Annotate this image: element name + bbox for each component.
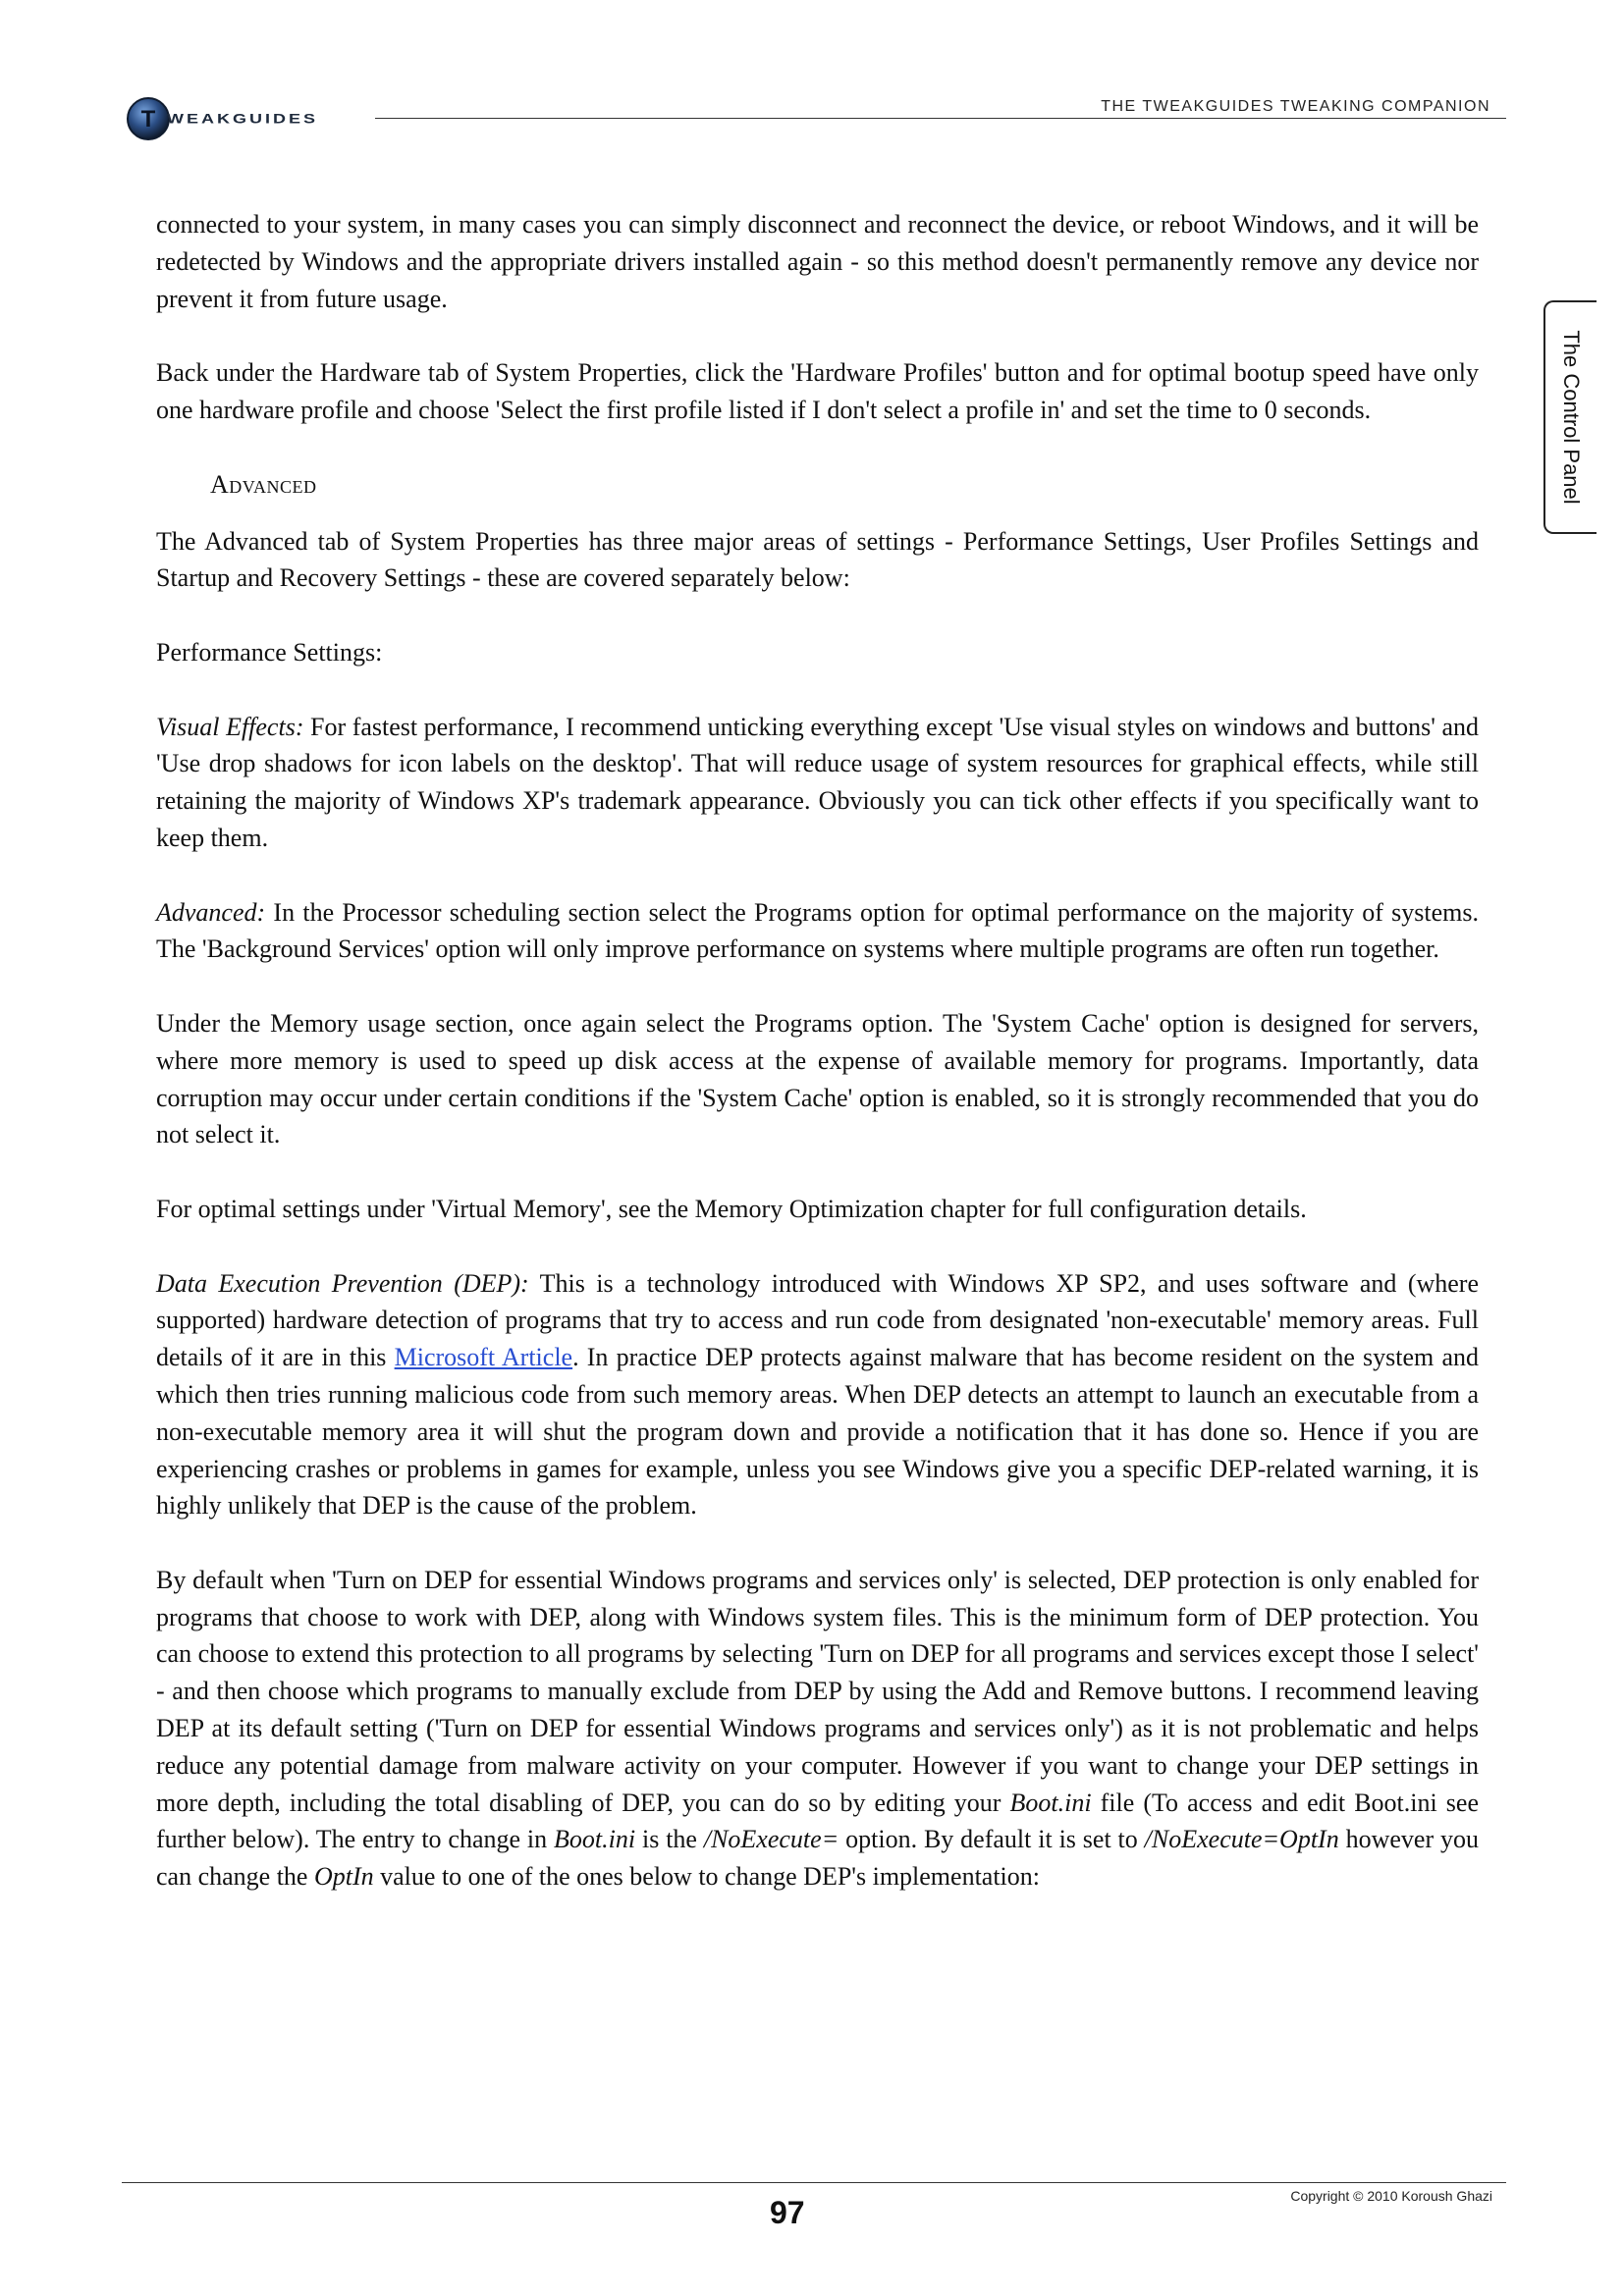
paragraph-advanced-tab: The Advanced tab of System Properties has three major areas of settings - Performance Settings, User Profiles Settings and Startup and Recovery Settings - these are covered separately below: xyxy=(156,526,1479,593)
text-dep-default-a: By default when 'Turn on DEP for essential Windows programs and services only' is selected, DEP protection is only enabled for programs that choose to work with DEP, along with Windows system files. This is the minimum form of DEP protection. You can choose to extend this protection to all programs by selecting 'Turn on DEP for all programs and services except those I select' - and then choose which programs to manually exclude from DEP by using the Add and Remove buttons. I recommend leaving DEP at its default setting ('Turn on DEP for essential Windows programs and services only') as it is not problematic and helps reduce any potential damage from malware activity on your computer. However if you want to change your DEP settings in more depth, including the total disabling of DEP, you can do so by editing your xyxy=(156,1565,1479,1817)
microsoft-article-link[interactable]: Microsoft Article xyxy=(394,1343,573,1372)
label-visual-effects: Visual Effects: xyxy=(156,712,304,741)
paragraph-memory-usage: Under the Memory usage section, once again select the Programs option. The 'System Cache' option is designed for servers, where more memory is used to speed up disk access at the expense of available memory for programs. Importantly, data corruption may occur under certain conditions if the 'System Cache' option is enabled, so it is strongly recommended that you do not select it. xyxy=(156,1008,1479,1149)
footer-copyright: Copyright © 2010 Koroush Ghazi xyxy=(1290,2188,1492,2204)
text-dep-default-e: however you can change the xyxy=(156,1825,1479,1892)
term-bootini: Boot.ini xyxy=(554,1825,636,1854)
logo-globe-icon xyxy=(126,96,171,141)
tweakguides-logo xyxy=(126,94,318,143)
text-dep-default-f: value to one of the ones below to change DEP's implementation: xyxy=(373,1862,1041,1892)
text-advanced: In the Processor scheduling section select the Programs option for optimal performance on the majority of systems. The 'Background Services' option will only improve performance on systems where multiple programs are often run together. xyxy=(156,897,1479,964)
text-dep-default-d: option. By default it is set to xyxy=(839,1825,1145,1854)
paragraph-performance-settings: Performance Settings: xyxy=(156,637,383,667)
paragraph-dep xyxy=(156,1265,1479,1525)
page-body xyxy=(156,206,1479,1933)
text-dep-default-b: file (To access and edit Boot.ini see further below). The entry to change in xyxy=(156,1788,1479,1854)
paragraph-virtual-memory: For optimal settings under 'Virtual Memory', see the Memory Optimization chapter for full configuration details. xyxy=(156,1194,1307,1223)
paragraph-device-redetect: connected to your system, in many cases you can simply disconnect and reconnect the device, or reboot Windows, and it will be redetected by Windows and the appropriate drivers installed again - so this method doesn't permanently remove any device nor prevent it from future usage. xyxy=(156,210,1479,313)
term-noexecute-optin: /NoExecute=OptIn xyxy=(1144,1825,1339,1854)
footer-rule xyxy=(122,2182,1506,2183)
term-bootini: Boot.ini xyxy=(1009,1788,1092,1817)
svg-text:T: T xyxy=(140,106,156,133)
text-dep-default-c: is the xyxy=(635,1825,704,1854)
text-visual-effects: For fastest performance, I recommend unticking everything except 'Use visual styles on windows and buttons' and 'Use drop shadows for icon labels on the desktop'. That will reduce usage of system resources for graphical effects, while still retaining the majority of Windows XP's trademark appearance. Obviously you can tick other effects if you specifically want to keep them. xyxy=(156,712,1479,852)
label-dep: Data Execution Prevention (DEP): xyxy=(156,1268,529,1298)
logo-wordmark: WEAKGUIDES xyxy=(167,111,319,127)
label-advanced: Advanced: xyxy=(156,897,266,927)
text-dep-a: This is a technology introduced with Windows XP SP2, and uses software and (where supported) hardware detection of programs that try to access and run code from designated 'non-executable' memory areas. Full details of it are in this xyxy=(156,1268,1479,1372)
header-rule xyxy=(375,118,1506,119)
paragraph-hardware-profiles: Back under the Hardware tab of System Properties, click the 'Hardware Profiles' button and for optimal bootup speed have only one hardware profile and choose 'Select the first profile listed if I don't select a profile in' and set the time to 0 seconds. xyxy=(156,358,1479,424)
term-optin: OptIn xyxy=(313,1862,374,1892)
side-tab-label: The Control Panel xyxy=(1559,330,1584,505)
text-dep-b: . In practice DEP protects against malware that has become resident on the system and which then tries running malicious code from such memory areas. When DEP detects an attempt to launch an executable from a non-executable memory area it will shut the program down and provide a notification that it has done so. Hence if you are experiencing crashes or problems in games for example, unless you see Windows give you a specific DEP-related warning, it is highly unlikely that DEP is the cause of the problem. xyxy=(156,1343,1479,1521)
paragraph-visual-effects xyxy=(156,709,1479,857)
page-number: 97 xyxy=(770,2195,805,2230)
header-title: THE TWEAKGUIDES TWEAKING COMPANION xyxy=(1101,98,1490,115)
term-noexecute: /NoExecute= xyxy=(703,1825,839,1854)
section-heading-advanced: Advanced xyxy=(210,469,317,499)
paragraph-advanced-scheduling xyxy=(156,894,1479,969)
paragraph-dep-default xyxy=(156,1562,1479,1896)
section-side-tab xyxy=(1543,300,1597,534)
